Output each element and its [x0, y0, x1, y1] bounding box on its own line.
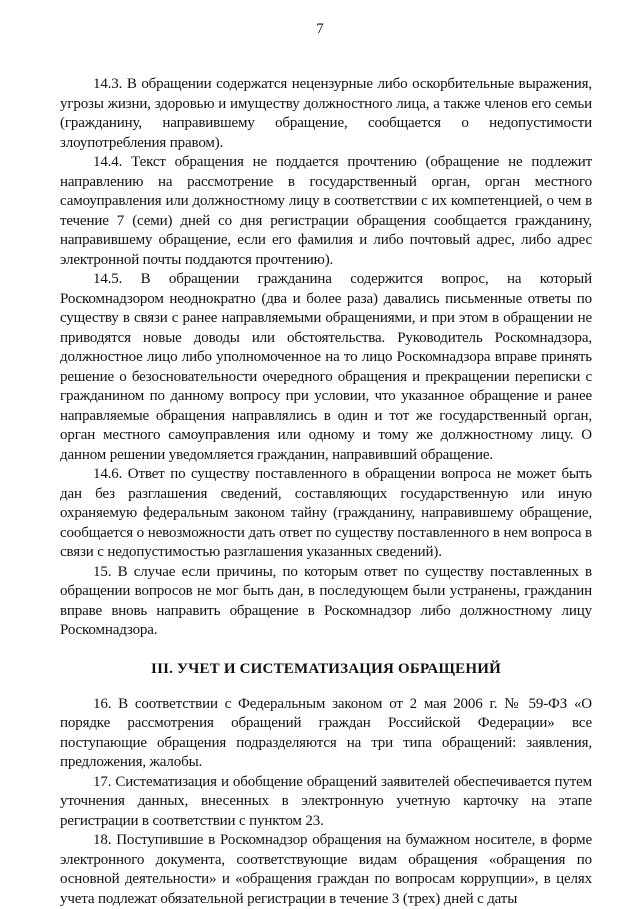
paragraph-18: 18. Поступившие в Роскомнадзор обращения на бумажном носителе, в форме электронного документа, соответствующие видам обращения «обращения по основной деятельности» и «обращения граждан по вопросам коррупции», в целях учета подлежат обязательной регистрации в течение 3 (трех) дней с даты: [60, 832, 592, 907]
paragraph-14-6: 14.6. Ответ по существу поставленного в обращении вопроса не может быть дан без разглашения сведений, составляющих государственную или иную охраняемую федеральным законом тайну (гражданину, направившему обращение, сообщается о невозможности дать ответ по существу поставленного в нем вопроса в связи с недопустимостью разглашения указанных сведений).: [60, 466, 592, 560]
paragraph-14-3: 14.3. В обращении содержатся нецензурные либо оскорбительные выражения, угрозы жизни, здоровью и имуществу должностного лица, а также членов его семьи (гражданину, направившему обращение, сообщается о недопустимости злоупотребления правом).: [60, 76, 592, 151]
page-number: 7: [316, 21, 324, 37]
paragraph-16: 16. В соответствии с Федеральным законом от 2 мая 2006 г. № 59-ФЗ «О порядке рассмотрения обращений граждан Российской Федерации» все поступающие обращения подразделяются на три типа обращений: заявления, предложения, жалобы.: [60, 695, 592, 770]
paragraph-14-5: 14.5. В обращении гражданина содержится вопрос, на который Роскомнадзором неоднократно (два и более раза) давались письменные ответы по существу в связи с ранее направляемыми обращениями, и при этом в обращении не приводятся новые доводы или обстоятельства. Руководитель Роскомнадзора, должностное лицо либо уполномоченное на то лицо Роскомнадзора вправе принять решение о безосновательности очередного обращения и прекращении переписки с гражданином по данному вопросу при условии, что указанное обращение и ранее направляемые обращения направлялись в один и тот же государственный орган, орган местного самоуправления или одному и тому же должностному лицу. О данном решении уведомляется гражданин, направивший обращение.: [60, 271, 592, 463]
paragraph-17: 17. Систематизация и обобщение обращений заявителей обеспечивается путем уточнения данных, внесенных в электронную учетную карточку на этапе регистрации в соответствии с пунктом 23.: [60, 773, 592, 829]
section-heading: III. УЧЕТ И СИСТЕМАТИЗАЦИЯ ОБРАЩЕНИЙ: [151, 660, 501, 677]
paragraph-14-4: 14.4. Текст обращения не поддается прочтению (обращение не подлежит направлению на рассмотрение в государственный орган, орган местного самоуправления или должностному лицу в соответствии с их компетенцией, о чем в течение 7 (семи) дней со дня регистрации обращения сообщается гражданину, направившему обращение, если его фамилия и либо почтовый адрес, либо адрес электронной почты поддаются прочтению).: [60, 154, 592, 268]
document-body: [60, 75, 592, 909]
paragraph-15: 15. В случае если причины, по которым ответ по существу поставленных в обращении вопросов не мог быть дан, в последующем были устранены, гражданин вправе вновь направить обращение в Роскомнадзор либо должностному лицу Роскомнадзора.: [60, 563, 592, 638]
